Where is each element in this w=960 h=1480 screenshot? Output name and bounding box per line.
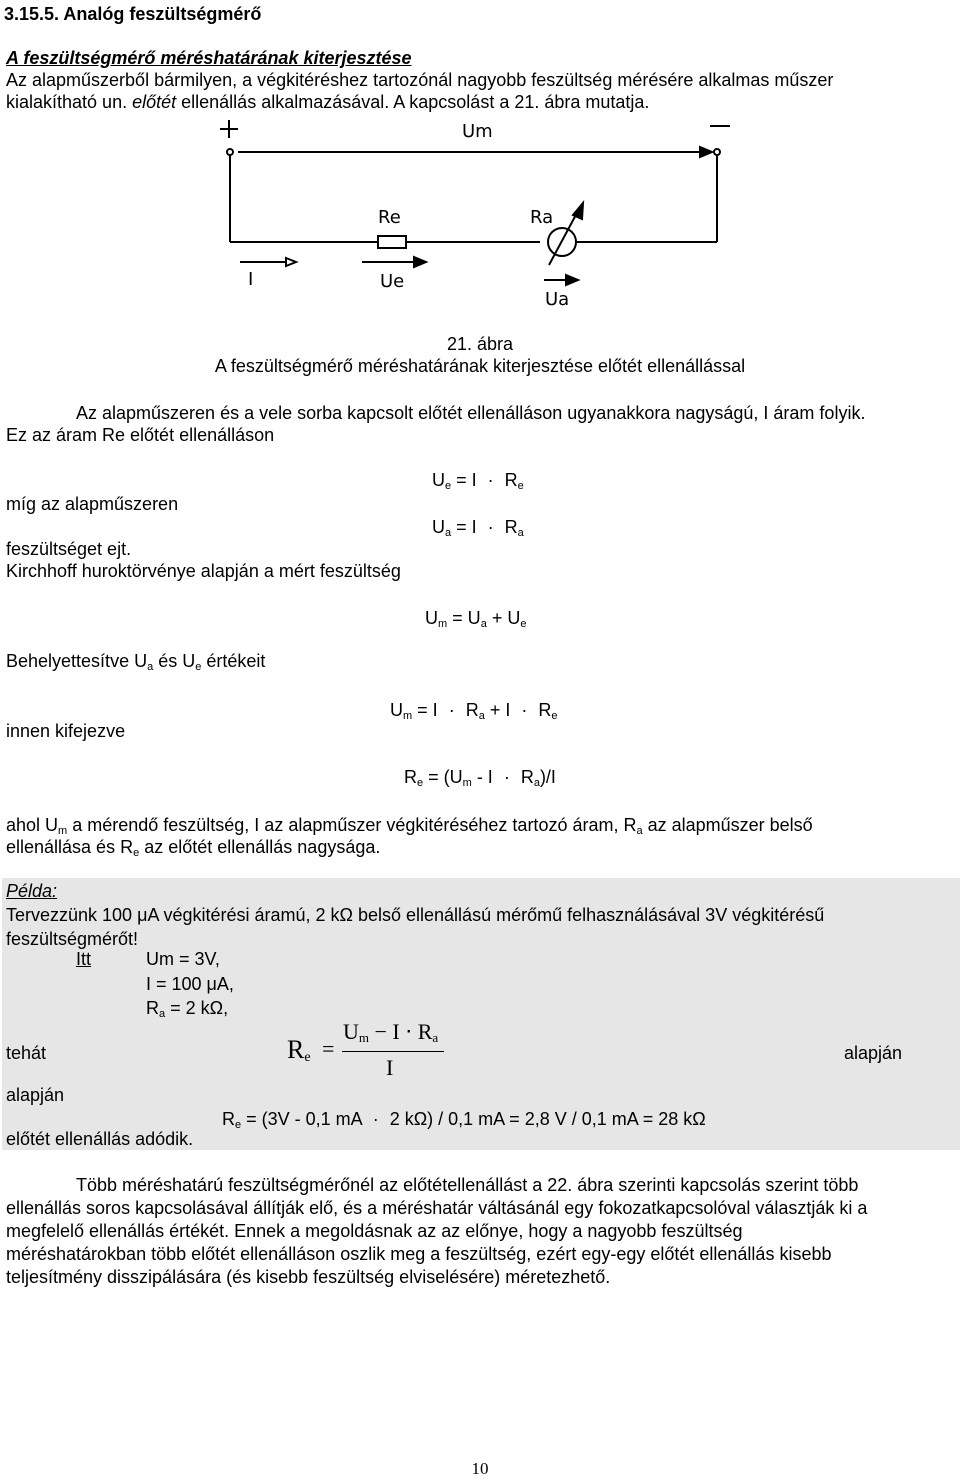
section-title: 3.15.5. Analóg feszültségmérő (4, 4, 262, 24)
fraction-bar (342, 1051, 444, 1052)
example-label: Példa: (6, 881, 58, 901)
ua-label: Ua (545, 289, 570, 310)
page-number: 10 (471, 1459, 489, 1478)
equation-ua: $U_a = I \cdot R_a$ (432, 517, 524, 539)
example-alapjan-left: alapján (6, 1085, 65, 1105)
re-label: Re (378, 207, 401, 228)
example-line1: Tervezzünk 100 μA végkitérési áramú, 2 kΩ belső ellenállású mérőmű felhasználásával 3V végkitérésű (6, 905, 825, 925)
example-um-value: Um = 3V, (146, 949, 220, 969)
equation-um: $U_m = U_a + U_e$ (425, 608, 527, 630)
final-line-3: megfelelő ellenállás értékét. Ennek a megoldásnak az az előnye, hogy a nagyobb feszültség (6, 1221, 743, 1241)
example-ra-value: $R_a = 2$ kΩ, (146, 998, 229, 1020)
example-alapjan-right: alapján (844, 1043, 903, 1063)
text-behelyettesitve: Behelyettesítve $U_a$ és $U_e$ értékeit (6, 651, 266, 673)
subheading: A feszültségmérő méréshatárának kiterjesztése (6, 48, 412, 68)
final-line-2: ellenállás soros kapcsolásával állítják elő, és a méréshatár váltásánál egy fokozatkapcsolóval választják ki a (6, 1198, 868, 1218)
example-line2: feszültségmérőt! (6, 929, 139, 949)
equation-um-expanded: $U_m = I \cdot R_a + I \cdot R_e$ (390, 700, 558, 722)
i-label: I (248, 269, 254, 290)
text-feszultseget: feszültséget ejt. (6, 539, 132, 559)
example-itt: Itt (76, 949, 92, 969)
text-innen: innen kifejezve (6, 721, 126, 741)
ue-label: Ue (380, 271, 405, 292)
formula-equals: = (322, 1036, 335, 1061)
final-line-1: Több méréshatárú feszültségmérőnél az előtétellenállást a 22. ábra szerinti kapcsolás szerint több (76, 1175, 859, 1195)
equation-re: $R_e = (U_m - I \cdot R_a)/I$ (404, 767, 556, 789)
formula-numerator: $U_m - I \cdot R_a$ (343, 1019, 439, 1045)
example-result: előtét ellenállás adódik. (6, 1129, 194, 1149)
figure-caption: A feszültségmérő méréshatárának kiterjesztése előtét ellenállással (214, 356, 746, 376)
text-kirchhoff: Kirchhoff huroktörvénye alapján a mért feszültség (6, 561, 401, 581)
intro-line-2: kialakítható un. előtét ellenállás alkalmazásával. A kapcsolást a 21. ábra mutatja. (6, 92, 650, 112)
para1-line1: Az alapműszeren és a vele sorba kapcsolt előtét ellenálláson ugyanakkora nagyságú, I áram folyik. (76, 403, 866, 423)
circuit-diagram (200, 115, 780, 315)
um-label: Um (462, 121, 493, 142)
example-calculation: $R_e = (3V - 0,1$ mA · 2 kΩ) / 0,1 mA = 2,8 V / 0,1 mA = 28 kΩ (222, 1109, 706, 1131)
text-mig: míg az alapműszeren (6, 494, 179, 514)
ahol-line1: ahol $U_m$ a mérendő feszültség, I az alapműszer végkitéréséhez tartozó áram, $R_a$ az alapműszer belső (6, 815, 813, 837)
formula-lhs: $R_e$ (287, 1035, 311, 1065)
intro-line-1: Az alapműszerből bármilyen, a végkitéréshez tartozónál nagyobb feszültség mérésére alkalmas műszer (6, 70, 834, 90)
final-line-4: méréshatárokban több előtét ellenálláson oszlik meg a feszültség, ezért egy-egy előtét ellenállás kisebb (6, 1244, 832, 1264)
ahol-line2: ellenállása és $R_e$ az előtét ellenállás nagysága. (6, 837, 381, 859)
example-tehat: tehát (6, 1043, 47, 1063)
figure-number: 21. ábra (446, 334, 514, 354)
final-line-5: teljesítmény disszipálására (és kisebb feszültség elviselésére) méretezhető. (6, 1267, 611, 1287)
para1-line2: Ez az áram Re előtét ellenálláson (6, 425, 275, 445)
formula-denominator: I (386, 1055, 394, 1080)
equation-ue: $U_e = I \cdot R_e$ (432, 470, 524, 492)
example-i-value: I = 100 μA, (146, 974, 234, 994)
ra-label: Ra (530, 207, 554, 228)
